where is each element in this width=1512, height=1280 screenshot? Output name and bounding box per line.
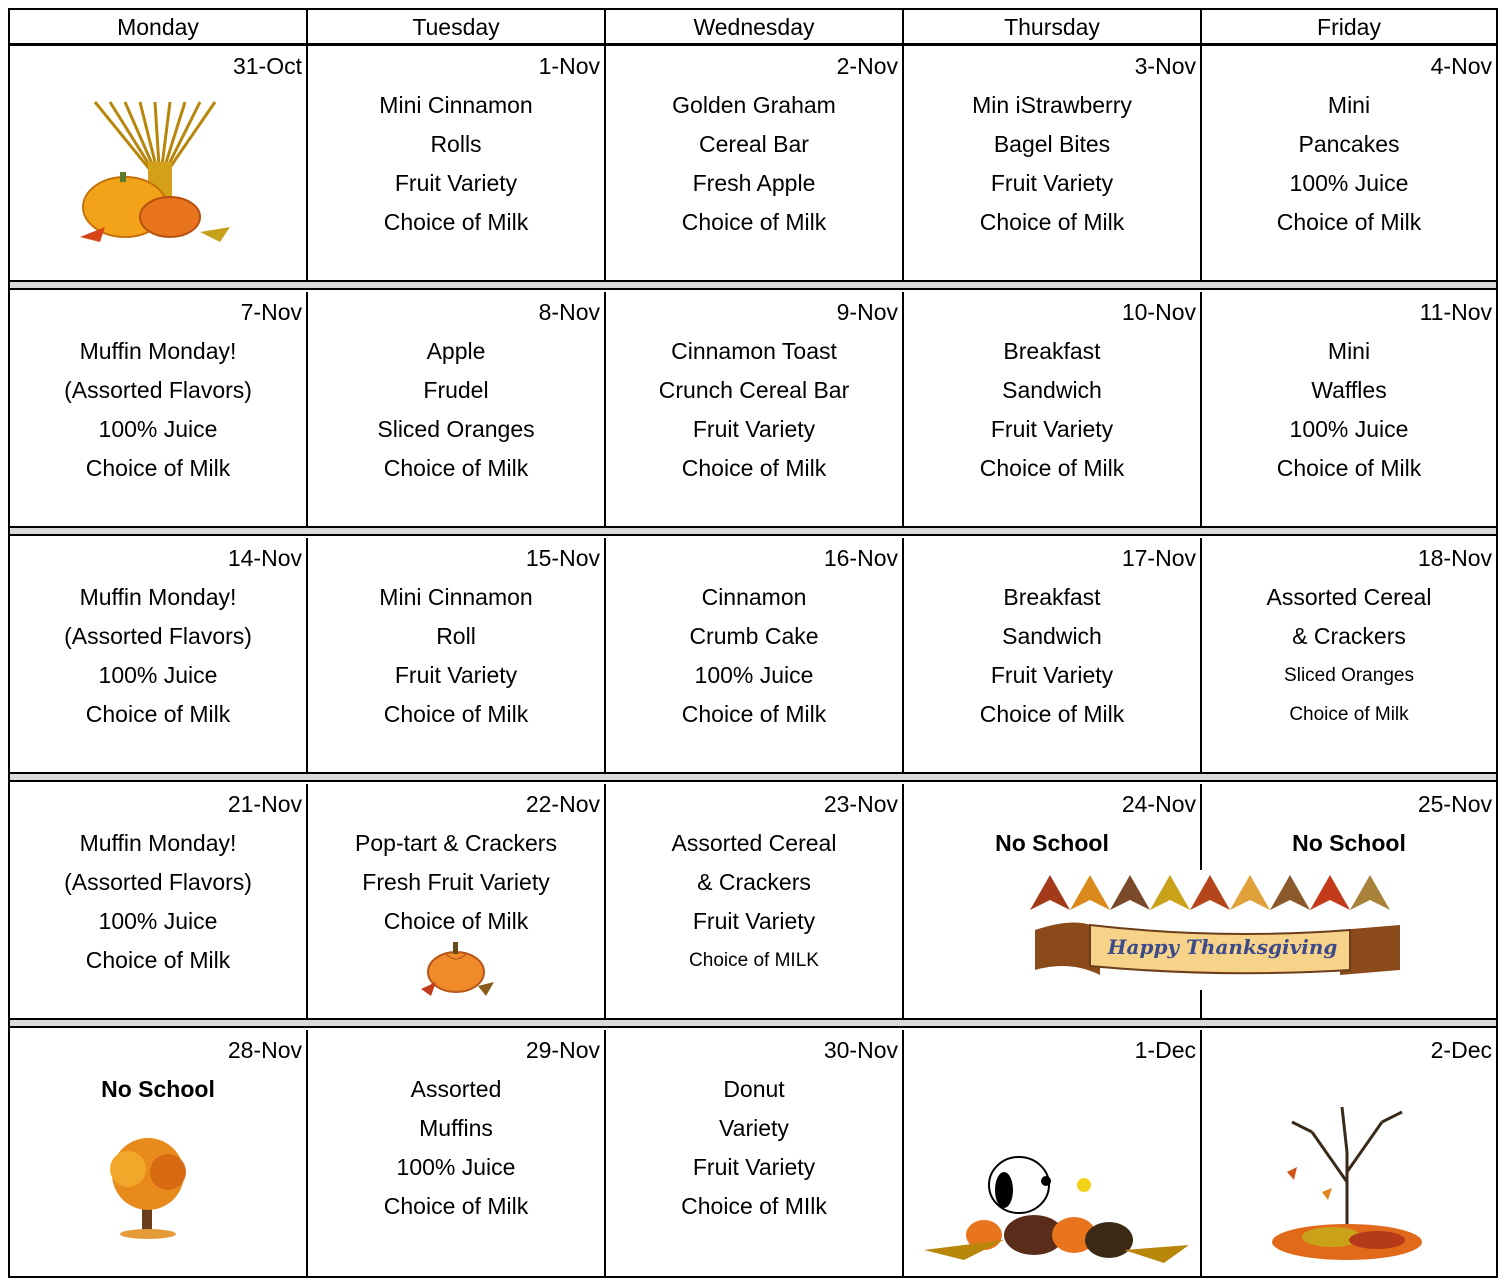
week-separator bbox=[10, 772, 1496, 782]
day-cell bbox=[606, 538, 904, 772]
cell-date: 28-Nov bbox=[227, 1037, 302, 1063]
cell-date: 31-Oct bbox=[232, 53, 302, 79]
cell-date: 8-Nov bbox=[538, 299, 600, 325]
menu-item: Choice of Milk bbox=[85, 947, 231, 973]
menu-item: Fruit Variety bbox=[394, 662, 518, 688]
menu-item: Mini bbox=[1327, 338, 1371, 364]
menu-item: Choice of Milk bbox=[979, 701, 1125, 727]
week-row-5 bbox=[10, 1030, 1496, 1276]
cell-date: 1-Nov bbox=[538, 53, 600, 79]
banner-text: Happy Thanksgiving bbox=[1107, 935, 1338, 959]
menu-item: Fruit Variety bbox=[692, 416, 816, 442]
menu-item: Muffin Monday! bbox=[79, 830, 237, 856]
day-cell bbox=[308, 784, 606, 1018]
cell-date: 14-Nov bbox=[227, 545, 302, 571]
menu-item: Fruit Variety bbox=[990, 416, 1114, 442]
menu-item: Fresh Apple bbox=[692, 170, 816, 196]
cell-date: 1-Dec bbox=[1134, 1037, 1196, 1063]
menu-items bbox=[1202, 824, 1496, 863]
menu-item: Choice of Milk bbox=[383, 209, 529, 235]
menu-item: Choice of Milk bbox=[383, 455, 529, 481]
cell-date: 22-Nov bbox=[525, 791, 600, 817]
menu-items bbox=[606, 824, 902, 980]
day-cell bbox=[606, 1030, 904, 1276]
day-cell bbox=[1202, 538, 1496, 772]
menu-items bbox=[904, 824, 1200, 863]
menu-item: Choice of Milk bbox=[681, 701, 827, 727]
week-row-1 bbox=[10, 46, 1496, 280]
menu-item: Sliced Oranges bbox=[377, 416, 535, 442]
menu-item: (Assorted Flavors) bbox=[64, 377, 252, 403]
menu-items bbox=[904, 578, 1200, 734]
day-cell bbox=[10, 784, 308, 1018]
menu-item: Muffin Monday! bbox=[79, 338, 237, 364]
day-cell bbox=[904, 538, 1202, 772]
menu-item: (Assorted Flavors) bbox=[64, 869, 252, 895]
menu-item: Pop-tart & Crackers bbox=[355, 830, 557, 856]
cell-date: 10-Nov bbox=[1121, 299, 1196, 325]
day-cell bbox=[10, 538, 308, 772]
week-separator bbox=[10, 526, 1496, 536]
menu-item: Assorted bbox=[410, 1076, 502, 1102]
menu-item: No School bbox=[1292, 830, 1406, 856]
cell-date: 3-Nov bbox=[1134, 53, 1196, 79]
week-separator bbox=[10, 280, 1496, 290]
menu-items bbox=[606, 332, 902, 488]
menu-item: Fresh Fruit Variety bbox=[362, 869, 550, 895]
menu-items bbox=[1202, 332, 1496, 488]
menu-item: Waffles bbox=[1311, 377, 1387, 403]
day-cell bbox=[904, 46, 1202, 280]
menu-items bbox=[606, 578, 902, 734]
menu-item: Choice of Milk bbox=[383, 701, 529, 727]
menu-item: Choice of Milk bbox=[1276, 455, 1422, 481]
menu-item: Fruit Variety bbox=[990, 170, 1114, 196]
day-cell bbox=[606, 46, 904, 280]
menu-item: Apple bbox=[426, 338, 486, 364]
menu-item: Variety bbox=[719, 1115, 789, 1141]
cell-date: 21-Nov bbox=[227, 791, 302, 817]
day-cell bbox=[1202, 1030, 1496, 1276]
menu-item: 100% Juice bbox=[98, 416, 218, 442]
menu-item: Assorted Cereal bbox=[1266, 584, 1432, 610]
day-cell bbox=[308, 1030, 606, 1276]
menu-item: Choice of Milk bbox=[979, 455, 1125, 481]
menu-item: Crunch Cereal Bar bbox=[658, 377, 850, 403]
week-separator bbox=[10, 1018, 1496, 1028]
day-cell bbox=[606, 784, 904, 1018]
menu-item: No School bbox=[995, 830, 1109, 856]
menu-item: No School bbox=[101, 1076, 215, 1102]
menu-item: Sandwich bbox=[1002, 377, 1102, 403]
menu-item: 100% Juice bbox=[1289, 170, 1409, 196]
cell-date: 2-Nov bbox=[836, 53, 898, 79]
day-cell bbox=[10, 46, 308, 280]
menu-item: Cinnamon Toast bbox=[671, 338, 837, 364]
day-cell bbox=[308, 292, 606, 526]
menu-item: Crumb Cake bbox=[689, 623, 819, 649]
day-cell bbox=[10, 292, 308, 526]
menu-item: Sandwich bbox=[1002, 623, 1102, 649]
menu-item: Choice of Milk bbox=[681, 455, 827, 481]
menu-item: Min iStrawberry bbox=[972, 92, 1132, 118]
menu-items bbox=[10, 578, 306, 734]
day-cell bbox=[10, 1030, 308, 1276]
header-friday: Friday bbox=[1317, 14, 1381, 40]
menu-item: Donut bbox=[723, 1076, 785, 1102]
menu-items bbox=[308, 824, 604, 941]
menu-item: & Crackers bbox=[697, 869, 811, 895]
menu-item: Sliced Oranges bbox=[1284, 665, 1414, 686]
cell-date: 29-Nov bbox=[525, 1037, 600, 1063]
cell-date: 11-Nov bbox=[1419, 299, 1492, 325]
menu-items bbox=[308, 332, 604, 488]
day-cell bbox=[1202, 292, 1496, 526]
menu-items bbox=[606, 86, 902, 242]
menu-items bbox=[10, 332, 306, 488]
breakfast-menu-calendar bbox=[8, 8, 1498, 1278]
header-wednesday: Wednesday bbox=[606, 10, 904, 44]
cell-date: 4-Nov bbox=[1430, 53, 1492, 79]
menu-item: Frudel bbox=[423, 377, 489, 403]
menu-item: Muffins bbox=[419, 1115, 493, 1141]
menu-item: Assorted Cereal bbox=[671, 830, 837, 856]
menu-items bbox=[10, 1070, 306, 1109]
menu-item: Roll bbox=[436, 623, 476, 649]
harvest-pumpkins-wheat-illustration bbox=[70, 92, 240, 257]
menu-items bbox=[10, 824, 306, 980]
cell-date: 23-Nov bbox=[823, 791, 898, 817]
menu-item: Cinnamon bbox=[701, 584, 807, 610]
menu-item: Mini Cinnamon bbox=[379, 584, 533, 610]
menu-item: Golden Graham bbox=[672, 92, 836, 118]
menu-item: (Assorted Flavors) bbox=[64, 623, 252, 649]
day-cell bbox=[308, 46, 606, 280]
day-cell bbox=[606, 292, 904, 526]
weekday-header-row bbox=[10, 10, 1496, 46]
menu-items bbox=[1202, 86, 1496, 242]
menu-item: & Crackers bbox=[1292, 623, 1406, 649]
menu-item: Breakfast bbox=[1003, 584, 1101, 610]
cell-date: 16-Nov bbox=[823, 545, 898, 571]
menu-items bbox=[308, 578, 604, 734]
menu-item: Fruit Variety bbox=[394, 170, 518, 196]
cell-date: 24-Nov bbox=[1121, 791, 1196, 817]
menu-items bbox=[606, 1070, 902, 1226]
pumpkin-leaves-illustration bbox=[416, 934, 496, 1003]
menu-item: Cereal Bar bbox=[699, 131, 809, 157]
menu-item: Choice of Milk bbox=[85, 455, 231, 481]
menu-item: Mini Cinnamon bbox=[379, 92, 533, 118]
week-row-2 bbox=[10, 292, 1496, 526]
cell-date: 18-Nov bbox=[1417, 545, 1492, 571]
menu-item: Fruit Variety bbox=[692, 1154, 816, 1180]
menu-items bbox=[904, 86, 1200, 242]
cell-date: 30-Nov bbox=[823, 1037, 898, 1063]
menu-item: Choice of MILK bbox=[689, 950, 819, 971]
menu-item: Choice of Milk bbox=[383, 908, 529, 934]
menu-item: Choice of Milk bbox=[383, 1193, 529, 1219]
menu-item: 100% Juice bbox=[1289, 416, 1409, 442]
menu-items bbox=[308, 1070, 604, 1226]
menu-item: Choice of Milk bbox=[85, 701, 231, 727]
bare-tree-leaf-pile-illustration bbox=[1262, 1092, 1432, 1267]
menu-item: Pancakes bbox=[1298, 131, 1400, 157]
autumn-tree-illustration bbox=[98, 1134, 198, 1249]
menu-item: 100% Juice bbox=[98, 662, 218, 688]
menu-item: Rolls bbox=[430, 131, 482, 157]
menu-item: Breakfast bbox=[1003, 338, 1101, 364]
header-monday: Monday bbox=[10, 10, 308, 44]
cell-date: 17-Nov bbox=[1121, 545, 1196, 571]
header-thursday: Thursday bbox=[904, 10, 1202, 44]
cell-date: 25-Nov bbox=[1417, 791, 1492, 817]
day-cell bbox=[904, 292, 1202, 526]
menu-items bbox=[308, 86, 604, 242]
menu-item: Fruit Variety bbox=[692, 908, 816, 934]
header-tuesday: Tuesday bbox=[308, 10, 606, 44]
week-row-3 bbox=[10, 538, 1496, 772]
day-cell bbox=[904, 1030, 1202, 1276]
menu-item: Mini bbox=[1327, 92, 1371, 118]
cell-date: 15-Nov bbox=[525, 545, 600, 571]
cell-date: 9-Nov bbox=[836, 299, 898, 325]
menu-item: Choice of Milk bbox=[681, 209, 827, 235]
menu-item: Choice of MIlk bbox=[681, 1193, 827, 1219]
menu-item: Choice of Milk bbox=[1289, 704, 1409, 725]
menu-item: 100% Juice bbox=[694, 662, 814, 688]
menu-item: Choice of Milk bbox=[1276, 209, 1422, 235]
menu-item: 100% Juice bbox=[98, 908, 218, 934]
menu-item: Choice of Milk bbox=[979, 209, 1125, 235]
menu-item: Bagel Bites bbox=[993, 131, 1111, 157]
cell-date: 2-Dec bbox=[1430, 1037, 1492, 1063]
thanksgiving-banner bbox=[1020, 870, 1410, 990]
menu-item: 100% Juice bbox=[396, 1154, 516, 1180]
menu-items bbox=[904, 332, 1200, 488]
menu-item: Muffin Monday! bbox=[79, 584, 237, 610]
day-cell bbox=[1202, 46, 1496, 280]
snoopy-harvest-illustration bbox=[924, 1135, 1194, 1270]
menu-items bbox=[1202, 578, 1496, 734]
menu-item: Fruit Variety bbox=[990, 662, 1114, 688]
week-row-4 bbox=[10, 784, 1496, 1018]
day-cell bbox=[308, 538, 606, 772]
cell-date: 7-Nov bbox=[240, 299, 302, 325]
